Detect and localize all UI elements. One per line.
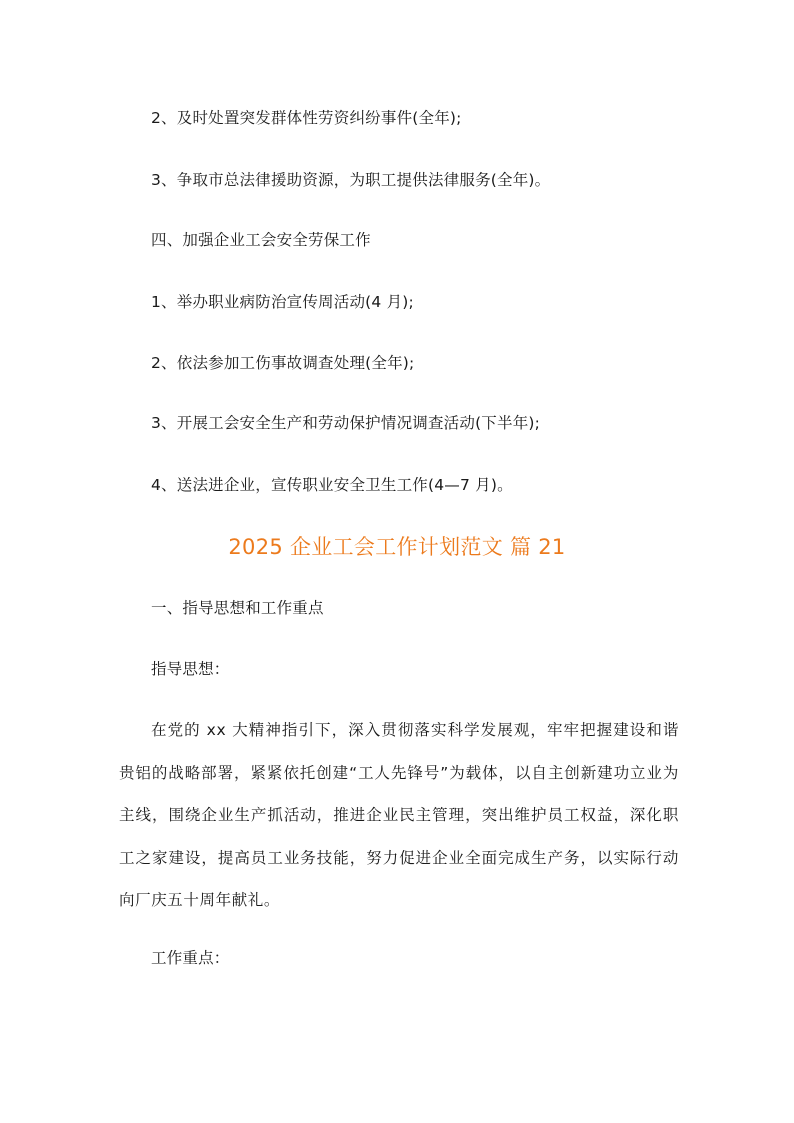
list-item-injury-investigation: 2、依法参加工伤事故调查处理(全年); — [151, 354, 415, 372]
list-item-legal-aid: 3、争取市总法律援助资源，为职工提供法律服务(全年)。 — [151, 171, 551, 189]
list-item-disease-week: 1、举办职业病防治宣传周活动(4 月); — [151, 293, 414, 311]
guiding-label: 指导思想： — [151, 660, 230, 678]
guiding-paragraph: 在党的 xx 大精神指引下，深入贯彻落实科学发展观，牢牢把握建设和谐贵铝的战略部署，紧紧依托创建“工人先锋号”为载体，以自主创新建功立业为主线，围绕企业生产抓活动，推进企业民主管理，突出维护员工权益，深化职工之家建设，提高员工业务技能，努力促进企业全面完成生产务，以实际行动向厂庆五十周年献礼。 — [119, 721, 679, 909]
work-focus-label: 工作重点： — [151, 949, 230, 967]
list-item-safety-survey: 3、开展工会安全生产和劳动保护情况调查活动(下半年); — [151, 414, 541, 432]
article-heading: 2025 企业工会工作计划范文 篇 21 — [228, 535, 566, 559]
section-title: 一、指导思想和工作重点 — [151, 599, 324, 617]
list-item-law-enterprise: 4、送法进企业，宣传职业安全卫生工作(4—7 月)。 — [151, 476, 513, 494]
section-heading-safety: 四、加强企业工会安全劳保工作 — [151, 231, 371, 249]
list-item-handle-disputes: 2、及时处置突发群体性劳资纠纷事件(全年); — [151, 109, 462, 127]
